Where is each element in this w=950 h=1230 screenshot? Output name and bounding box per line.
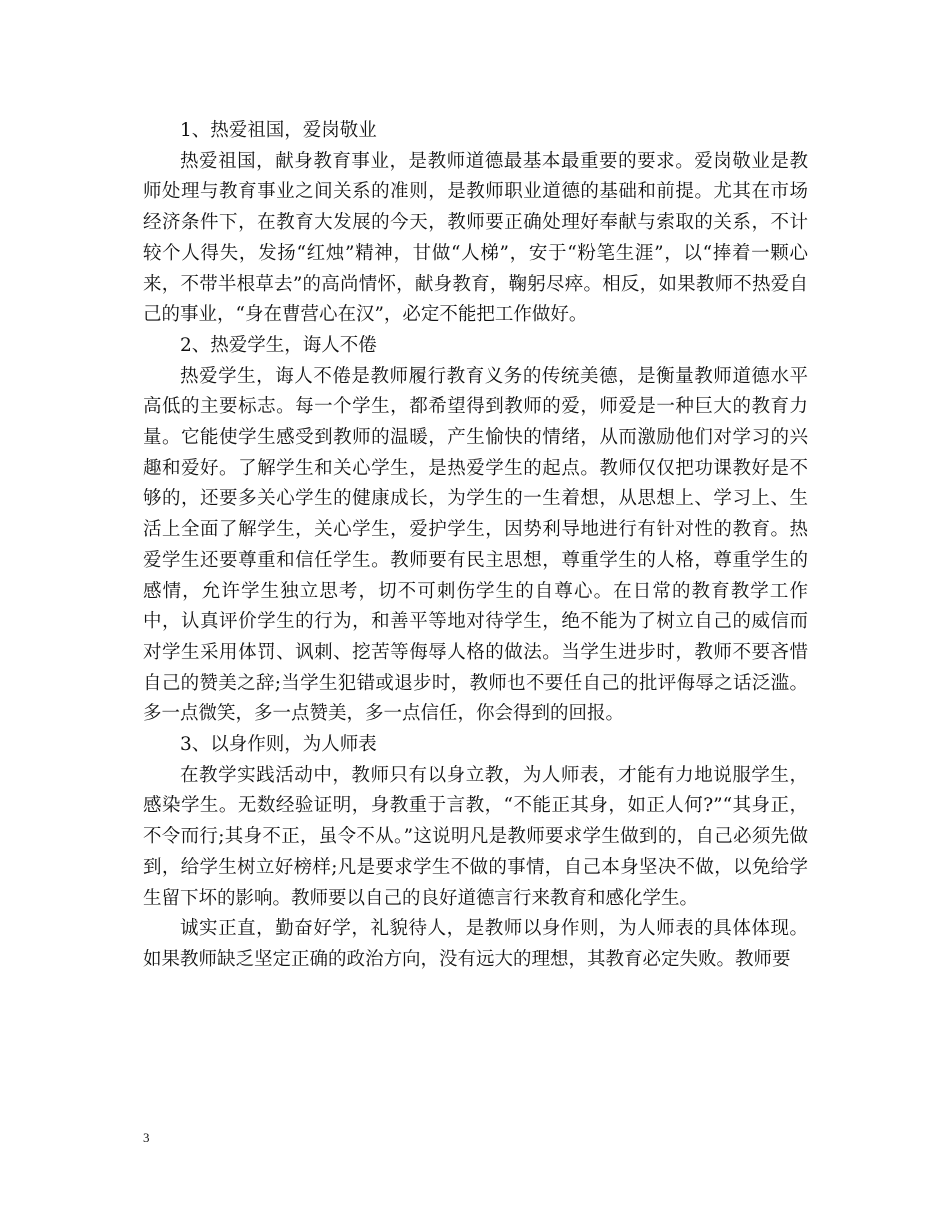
section-heading-1: 1、热爱祖国，爱岗敬业 <box>180 120 377 141</box>
body-paragraph: 热爱学生，诲人不倦是教师履行教育义务的传统美德，是衡量教师道德水平高低的主要标志。每一个学生，都希望得到教师的爱，师爱是一种巨大的教育力量。它能使学生感受到教师的温暖，产生愉快的情绪，从而激励他们对学习的兴趣和爱好。了解学生和关心学生，是热爱学生的起点。教师仅仅把功课教好是不够的，还要多关心学生的健康成长，为学生的一生着想，从思想上、学习上、生活上全面了解学生，关心学生，爱护学生，因势利导地进行有针对性的教育。热爱学生还要尊重和信任学生。教师要有民主思想，尊重学生的人格，尊重学生的感情，允许学生独立思考，切不可刺伤学生的自尊心。在日常的教育教学工作中，认真评价学生的行为，和善平等地对待学生，绝不能为了树立自己的威信而对学生采用体罚、讽刺、挖苦等侮辱人格的做法。当学生进步时，教师不要吝惜自己的赞美之辞;当学生犯错或退步时，教师也不要任自己的批评侮辱之话泛滥。多一点微笑，多一点赞美，多一点信任，你会得到的回报。 <box>143 365 808 725</box>
body-paragraph: 在教学实践活动中，教师只有以身立教，为人师表，才能有力地说服学生，感染学生。无数经验证明，身教重于言教，“不能正其身，如正人何?”“其身正，不令而行;其身不正，虽令不从。”这说明凡是教师要求学生做到的，自己必须先做到，给学生树立好榜样;凡是要求学生不做的事情，自己本身坚决不做，以免给学生留下坏的影响。教师要以自己的良好道德言行来教育和感化学生。 <box>143 764 808 909</box>
body-paragraph: 诚实正直，勤奋好学，礼貌待人，是教师以身作则，为人师表的具体体现。如果教师缺乏坚定正确的政治方向，没有远大的理想，其教育必定失败。教师要 <box>143 918 808 970</box>
page-number: 3 <box>143 1130 150 1145</box>
body-paragraph: 热爱祖国，献身教育事业，是教师道德最基本最重要的要求。爱岗敬业是教师处理与教育事业之间关系的准则，是教师职业道德的基础和前提。尤其在市场经济条件下，在教育大发展的今天，教师要正确处理好奉献与索取的关系，不计较个人得失，发扬“红烛”精神，甘做“人梯”，安于“粉笔生涯”，以“捧着一颗心来，不带半根草去”的高尚情怀，献身教育，鞠躬尽瘁。相反，如果教师不热爱自己的事业，“身在曹营心在汉”，必定不能把工作做好。 <box>143 150 808 326</box>
section-heading-2: 2、热爱学生，诲人不倦 <box>180 334 377 356</box>
document-body <box>143 116 808 976</box>
section-heading-3: 3、以身作则，为人师表 <box>180 734 377 756</box>
